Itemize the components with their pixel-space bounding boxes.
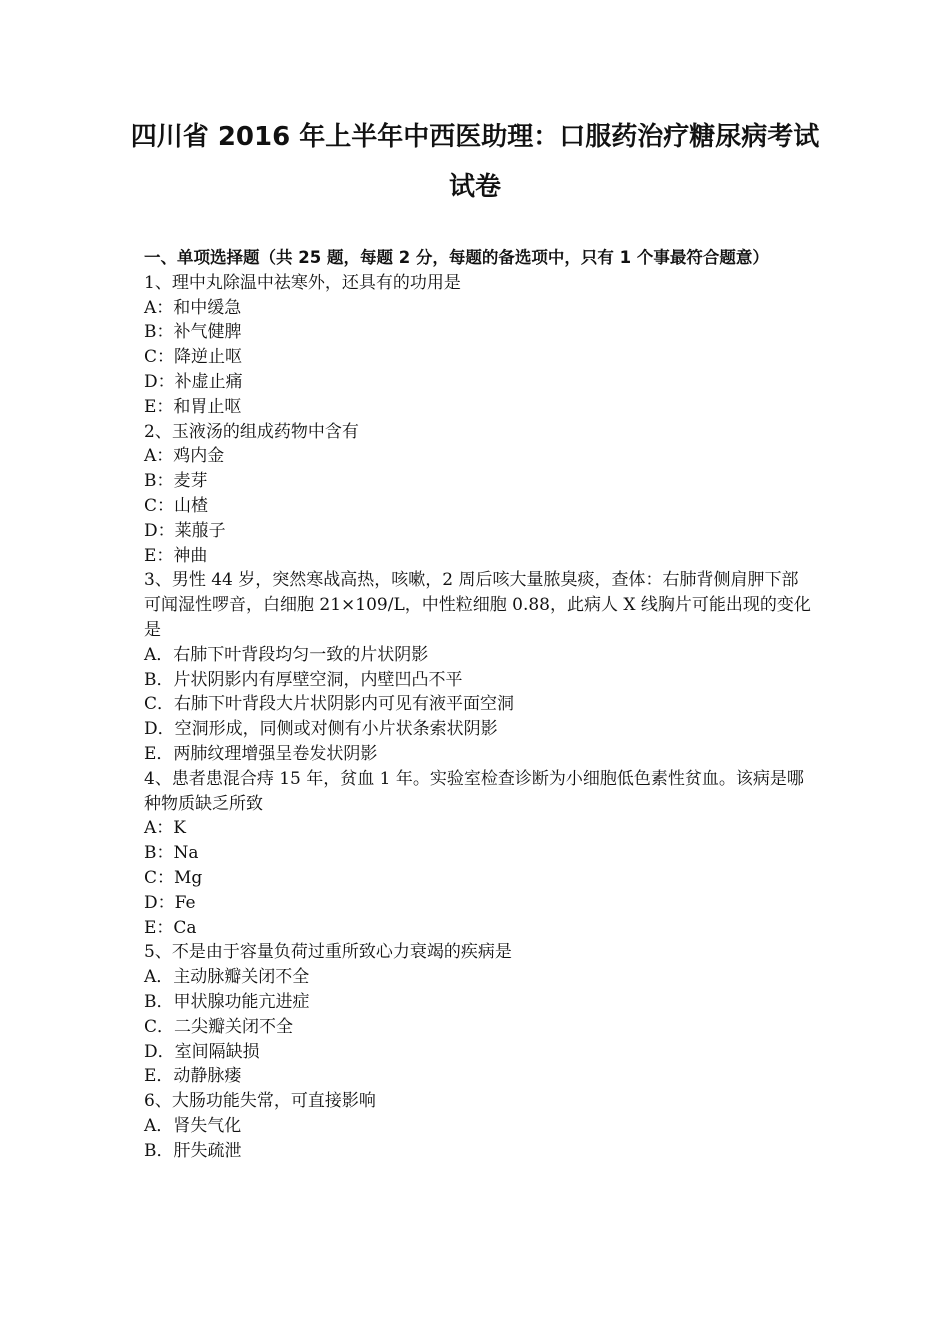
option-a: A：和中缓急 xyxy=(144,297,242,318)
option-b: B．甲状腺功能亢进症 xyxy=(144,991,310,1012)
option-e: E：Ca xyxy=(144,917,197,938)
option-b: B：Na xyxy=(144,843,199,864)
question-1 xyxy=(144,271,814,420)
option-c: C：山楂 xyxy=(144,495,209,516)
option-d: D：Fe xyxy=(144,892,196,913)
title-line-2: 试卷 xyxy=(448,172,501,202)
question-3 xyxy=(144,568,814,766)
option-c: C：降逆止呕 xyxy=(144,347,243,368)
question-stem: 6、大肠功能失常，可直接影响 xyxy=(144,1091,376,1112)
option-d: D：莱菔子 xyxy=(144,520,226,541)
option-b: B：麦芽 xyxy=(144,471,208,492)
option-b: B：补气健脾 xyxy=(144,322,242,343)
option-d: D．室间隔缺损 xyxy=(144,1041,260,1062)
option-a: A．右肺下叶背段均匀一致的片状阴影 xyxy=(144,644,429,665)
question-stem: 1、理中丸除温中祛寒外，还具有的功用是 xyxy=(144,272,461,293)
option-a: A．肾失气化 xyxy=(144,1115,242,1136)
question-5 xyxy=(144,940,814,1089)
option-d: D：补虚止痛 xyxy=(144,371,243,392)
document-body xyxy=(144,246,814,1163)
option-a: A：K xyxy=(144,818,186,839)
option-b: B．片状阴影内有厚壁空洞，内壁凹凸不平 xyxy=(144,669,463,690)
option-e: E．两肺纹理增强呈卷发状阴影 xyxy=(144,743,378,764)
option-d: D．空洞形成，同侧或对侧有小片状条索状阴影 xyxy=(144,719,498,740)
option-c: C：Mg xyxy=(144,867,203,888)
title-line-1: 四川省 2016 年上半年中西医助理：口服药治疗糖尿病考试 xyxy=(130,122,820,152)
option-a: A：鸡内金 xyxy=(144,446,225,467)
option-c: C．右肺下叶背段大片状阴影内可见有液平面空洞 xyxy=(144,694,515,715)
option-e: E．动静脉瘘 xyxy=(144,1066,242,1087)
question-stem: 4、患者患混合痔 15 年，贫血 1 年。实验室检查诊断为小细胞低色素性贫血。该病是哪种物质缺乏所致 xyxy=(144,768,804,814)
question-4 xyxy=(144,767,814,941)
option-c: C．二尖瓣关闭不全 xyxy=(144,1016,294,1037)
question-stem: 5、不是由于容量负荷过重所致心力衰竭的疾病是 xyxy=(144,942,512,963)
question-stem: 2、玉液汤的组成药物中含有 xyxy=(144,421,359,442)
question-stem: 3、男性 44 岁，突然寒战高热，咳嗽，2 周后咳大量脓臭痰，查体：右肺背侧肩胛下部可闻湿性啰音，白细胞 21×109/L，中性粒细胞 0.88，此病人 X 线胸片可能出现的变化是 xyxy=(144,570,811,640)
option-e: E：神曲 xyxy=(144,545,208,566)
option-a: A．主动脉瓣关闭不全 xyxy=(144,967,310,988)
question-6 xyxy=(144,1089,814,1163)
page-title xyxy=(120,112,830,212)
question-2 xyxy=(144,420,814,569)
section-heading: 一、单项选择题（共 25 题，每题 2 分，每题的备选项中，只有 1 个事最符合题意） xyxy=(144,248,769,267)
option-b: B．肝失疏泄 xyxy=(144,1140,242,1161)
option-e: E：和胃止呕 xyxy=(144,396,242,417)
